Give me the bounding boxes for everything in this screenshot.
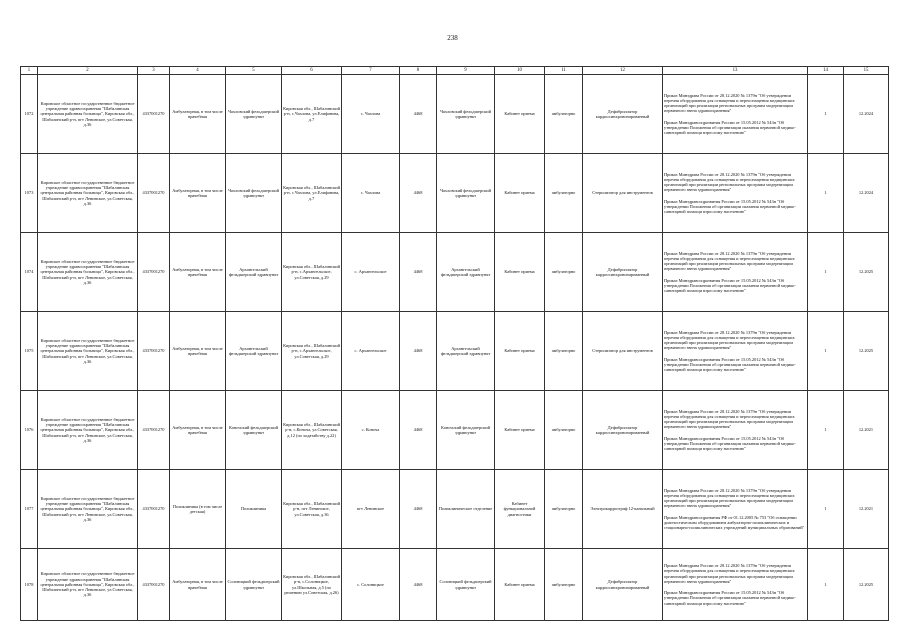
address-cell: Кировская обл., Шабалинский р-н, пгт Ленинское, ул.Советская, д.36	[282, 470, 342, 549]
row-number: 1072	[21, 75, 38, 154]
row-number: 1074	[21, 233, 38, 312]
locality-cell: с. Архангельское	[342, 233, 400, 312]
locality-cell: с. Коноча	[342, 391, 400, 470]
unit-name-cell: Поликлиническое отделение	[437, 470, 495, 549]
basis-paragraph: Приказ Минздравсоцразвития России от 15.05.2012 № 543н "Об утверждении Положения об организации оказания первичной медико-санитарной помощи взрослому населению"	[664, 119, 796, 135]
room-cell: Кабинет приема	[495, 154, 545, 233]
table-row	[21, 391, 889, 470]
date-cell: 12.2024	[844, 154, 889, 233]
locality-cell: с. Чахлова	[342, 154, 400, 233]
basis-cell	[663, 470, 808, 549]
date-cell: 12.2024	[844, 75, 889, 154]
column-number-header: 13	[663, 67, 808, 75]
column-number-header: 3	[138, 67, 170, 75]
basis-paragraph: Приказ Минздравсоцразвития России от 15.05.2012 № 543н "Об утверждении Положения об организации оказания первичной медико-санитарной помощи взрослому населению"	[664, 590, 796, 606]
room-cell: Кабинет приема	[495, 233, 545, 312]
quantity-cell: 1	[808, 549, 844, 621]
organization-cell: Кировское областное государственное бюджетное учреждение здравоохранения "Шабалинская центральная районная больница", Кировская обл., Шабалинский р-н, пгт Ленинское, ул.Советская, д.36	[38, 233, 138, 312]
unit-name-cell: Архангельский фельдшерский здравпункт	[437, 312, 495, 391]
date-cell: 12.2025	[844, 233, 889, 312]
population-cell: 4468	[400, 470, 437, 549]
unit-name-cell: Солоницкий фельдшерский здравпункт	[437, 549, 495, 621]
condition-cell: амбулаторно	[545, 154, 583, 233]
population-cell: 4468	[400, 233, 437, 312]
organization-cell: Кировское областное государственное бюджетное учреждение здравоохранения "Шабалинская центральная районная больница", Кировская обл., Шабалинский р-н, пгт Ленинское, ул.Советская, д.36	[38, 312, 138, 391]
locality-cell: с. Архангельское	[342, 312, 400, 391]
care-type-cell: Амбулаторная, в том числе врачебная	[170, 154, 226, 233]
column-number-header: 8	[400, 67, 437, 75]
basis-cell	[663, 391, 808, 470]
address-cell: Кировская обл., Шабалинский р-н, с.Солоницкое, ул.Школьная, д.5 (по решению ул.Советская, д.26)	[282, 549, 342, 621]
equipment-cell: Дефибриллятор кардиосинхронизированный	[583, 233, 663, 312]
table-row	[21, 549, 889, 621]
row-number: 1078	[21, 549, 38, 621]
condition-cell: амбулаторно	[545, 391, 583, 470]
address-cell: Кировская обл., Шабалинский р-н, с.Коноча, ул.Советская, д.12 (по ходатайству д.22)	[282, 391, 342, 470]
basis-paragraph: Приказ Минздрава России от 28.12.2020 № 1379н "Об утверждении перечня оборудования для оснащения и переоснащения медицинских организаций при реализации региональных программ модернизации первичного звена здравоохранения"	[664, 563, 795, 584]
unit-type-cell: Поликлиника	[226, 470, 282, 549]
organization-cell: Кировское областное государственное бюджетное учреждение здравоохранения "Шабалинская центральная районная больница", Кировская обл., Шабалинский р-н, пгт Ленинское, ул.Советская, д.36	[38, 154, 138, 233]
column-number-header: 1	[21, 67, 38, 75]
basis-paragraph: Приказ Минздравсоцразвития РФ от 01.12.2005 № 753 "Об оснащении диагностическим оборудованием амбулаторно-поликлинических и стационарно-поликлинических учреждений муниципальных образований"	[664, 514, 805, 530]
table-row	[21, 470, 889, 549]
unit-type-cell: Чахловский фельдшерский здравпункт	[226, 154, 282, 233]
basis-cell	[663, 312, 808, 391]
population-cell: 4468	[400, 154, 437, 233]
population-cell: 4468	[400, 75, 437, 154]
inn-cell: 4337001270	[138, 549, 170, 621]
equipment-cell: Дефибриллятор кардиосинхронизированный	[583, 75, 663, 154]
date-cell: 12.2021	[844, 391, 889, 470]
header-row	[21, 67, 889, 75]
condition-cell: амбулаторно	[545, 470, 583, 549]
column-number-header: 7	[342, 67, 400, 75]
organization-cell: Кировское областное государственное бюджетное учреждение здравоохранения "Шабалинская центральная районная больница", Кировская обл., Шабалинский р-н, пгт Ленинское, ул.Советская, д.36	[38, 549, 138, 621]
room-cell: Кабинет приема	[495, 549, 545, 621]
locality-cell: пгт Ленинское	[342, 470, 400, 549]
locality-cell: с. Чахлова	[342, 75, 400, 154]
date-cell: 12.2021	[844, 470, 889, 549]
table-row	[21, 154, 889, 233]
table-row	[21, 75, 889, 154]
basis-paragraph: Приказ Минздрава России от 28.12.2020 № 1379н "Об утверждении перечня оборудования для оснащения и переоснащения медицинских организаций при реализации региональных программ модернизации первичного звена здравоохранения"	[664, 329, 795, 351]
unit-type-cell: Архангельский фельдшерский здравпункт	[226, 312, 282, 391]
population-cell: 4468	[400, 312, 437, 391]
address-cell: Кировская обл., Шабалинский р-н, с.Чахлова, ул.Елифанова, д.7	[282, 75, 342, 154]
basis-paragraph: Приказ Минздравсоцразвития России от 15.05.2012 № 543н "Об утверждении Положения об организации оказания первичной медико-санитарной помощи взрослому населению"	[664, 277, 796, 293]
column-number-header: 11	[545, 67, 583, 75]
row-number: 1076	[21, 391, 38, 470]
basis-paragraph: Приказ Минздравсоцразвития России от 15.05.2012 № 543н "Об утверждении Положения об организации оказания первичной медико-санитарной помощи взрослому населению"	[664, 435, 796, 451]
care-type-cell: Амбулаторная, в том числе врачебная	[170, 312, 226, 391]
locality-cell: с. Солоницкое	[342, 549, 400, 621]
table-row	[21, 233, 889, 312]
table-row	[21, 312, 889, 391]
population-cell: 4468	[400, 391, 437, 470]
room-cell: Кабинет приема	[495, 75, 545, 154]
row-number: 1077	[21, 470, 38, 549]
unit-type-cell: Архангельский фельдшерский здравпункт	[226, 233, 282, 312]
room-cell: Кабинет приема	[495, 312, 545, 391]
address-cell: Кировская обл., Шабалинский р-н, с.Архангельское, ул.Советская, д.29	[282, 233, 342, 312]
equipment-cell: Дефибриллятор кардиосинхронизированный	[583, 549, 663, 621]
date-cell: 12.2025	[844, 312, 889, 391]
care-type-cell: Амбулаторная, в том числе врачебная	[170, 75, 226, 154]
organization-cell: Кировское областное государственное бюджетное учреждение здравоохранения "Шабалинская центральная районная больница", Кировская обл., Шабалинский р-н, пгт Ленинское, ул.Советская, д.36	[38, 470, 138, 549]
column-number-header: 12	[583, 67, 663, 75]
condition-cell: амбулаторно	[545, 233, 583, 312]
basis-cell	[663, 154, 808, 233]
equipment-register-table	[20, 66, 889, 621]
basis-paragraph: Приказ Минздрава России от 28.12.2020 № 1379н "Об утверждении перечня оборудования для оснащения и переоснащения медицинских организаций при реализации региональных программ модернизации первичного звена здравоохранения"	[664, 487, 795, 509]
room-cell: Кабинет приема	[495, 391, 545, 470]
organization-cell: Кировское областное государственное бюджетное учреждение здравоохранения "Шабалинская центральная районная больница", Кировская обл., Шабалинский р-н, пгт Ленинское, ул.Советская, д.36	[38, 75, 138, 154]
unit-type-cell: Чахловский фельдшерский здравпункт	[226, 75, 282, 154]
address-cell: Кировская обл., Шабалинский р-н, с.Архангельское, ул.Советская, д.29	[282, 312, 342, 391]
column-number-header: 2	[38, 67, 138, 75]
care-type-cell: Поликлиника (в том числе детская)	[170, 470, 226, 549]
care-type-cell: Амбулаторная, в том числе врачебная	[170, 233, 226, 312]
column-number-header: 4	[170, 67, 226, 75]
address-cell: Кировская обл., Шабалинский р-н, с.Чахлова, ул.Елифанова, д.7	[282, 154, 342, 233]
unit-type-cell: Коночский фельдшерский здравпункт	[226, 391, 282, 470]
condition-cell: амбулаторно	[545, 75, 583, 154]
equipment-cell: Электрокардиограф 12-канальный	[583, 470, 663, 549]
column-number-header: 15	[844, 67, 889, 75]
equipment-cell: Стерилизатор для инструментов	[583, 312, 663, 391]
population-cell: 4468	[400, 549, 437, 621]
basis-paragraph: Приказ Минздравсоцразвития России от 15.05.2012 № 543н "Об утверждении Положения об организации оказания первичной медико-санитарной помощи взрослому населению"	[664, 198, 796, 214]
unit-name-cell: Архангельский фельдшерский здравпункт	[437, 233, 495, 312]
quantity-cell: 1	[808, 233, 844, 312]
column-number-header: 6	[282, 67, 342, 75]
care-type-cell: Амбулаторная, в том числе врачебная	[170, 549, 226, 621]
basis-paragraph: Приказ Минздрава России от 28.12.2020 № 1379н "Об утверждении перечня оборудования для оснащения и переоснащения медицинских организаций при реализации региональных программ модернизации первичного звена здравоохранения"	[664, 250, 795, 272]
column-number-header: 10	[495, 67, 545, 75]
basis-cell	[663, 233, 808, 312]
unit-name-cell: Чахловский фельдшерский здравпункт	[437, 154, 495, 233]
condition-cell: амбулаторно	[545, 312, 583, 391]
quantity-cell: 1	[808, 154, 844, 233]
basis-paragraph: Приказ Минздрава России от 28.12.2020 № 1379н "Об утверждении перечня оборудования для оснащения и переоснащения медицинских организаций при реализации региональных программ модернизации первичного звена здравоохранения"	[664, 92, 795, 114]
column-number-header: 14	[808, 67, 844, 75]
basis-paragraph: Приказ Минздрава России от 28.12.2020 № 1379н "Об утверждении перечня оборудования для оснащения и переоснащения медицинских организаций при реализации региональных программ модернизации первичного звена здравоохранения"	[664, 171, 795, 193]
inn-cell: 4337001270	[138, 391, 170, 470]
unit-name-cell: Коночский фельдшерский здравпункт	[437, 391, 495, 470]
room-cell: Кабинет функциональной диагностики	[495, 470, 545, 549]
equipment-cell: Стерилизатор для инструментов	[583, 154, 663, 233]
quantity-cell: 1	[808, 391, 844, 470]
unit-name-cell: Чахловский фельдшерский здравпункт	[437, 75, 495, 154]
page-number: 238	[447, 34, 458, 42]
care-type-cell: Амбулаторная, в том числе врачебная	[170, 391, 226, 470]
basis-cell	[663, 75, 808, 154]
inn-cell: 4337001270	[138, 470, 170, 549]
basis-paragraph: Приказ Минздрава России от 28.12.2020 № 1379н "Об утверждении перечня оборудования для оснащения и переоснащения медицинских организаций при реализации региональных программ модернизации первичного звена здравоохранения"	[664, 408, 795, 430]
condition-cell: амбулаторно	[545, 549, 583, 621]
quantity-cell: 1	[808, 312, 844, 391]
quantity-cell: 1	[808, 75, 844, 154]
column-number-header: 9	[437, 67, 495, 75]
unit-type-cell: Солоницкий фельдшерский здравпункт	[226, 549, 282, 621]
basis-cell	[663, 549, 808, 621]
column-number-header: 5	[226, 67, 282, 75]
row-number: 1073	[21, 154, 38, 233]
inn-cell: 4337001270	[138, 75, 170, 154]
quantity-cell: 1	[808, 470, 844, 549]
equipment-cell: Дефибриллятор кардиосинхронизированный	[583, 391, 663, 470]
inn-cell: 4337001270	[138, 154, 170, 233]
inn-cell: 4337001270	[138, 312, 170, 391]
organization-cell: Кировское областное государственное бюджетное учреждение здравоохранения "Шабалинская центральная районная больница", Кировская обл., Шабалинский р-н, пгт Ленинское, ул.Советская, д.36	[38, 391, 138, 470]
row-number: 1075	[21, 312, 38, 391]
inn-cell: 4337001270	[138, 233, 170, 312]
basis-paragraph: Приказ Минздравсоцразвития России от 15.05.2012 № 543н "Об утверждении Положения об организации оказания первичной медико-санитарной помощи взрослому населению"	[664, 356, 796, 372]
date-cell: 12.2025	[844, 549, 889, 621]
